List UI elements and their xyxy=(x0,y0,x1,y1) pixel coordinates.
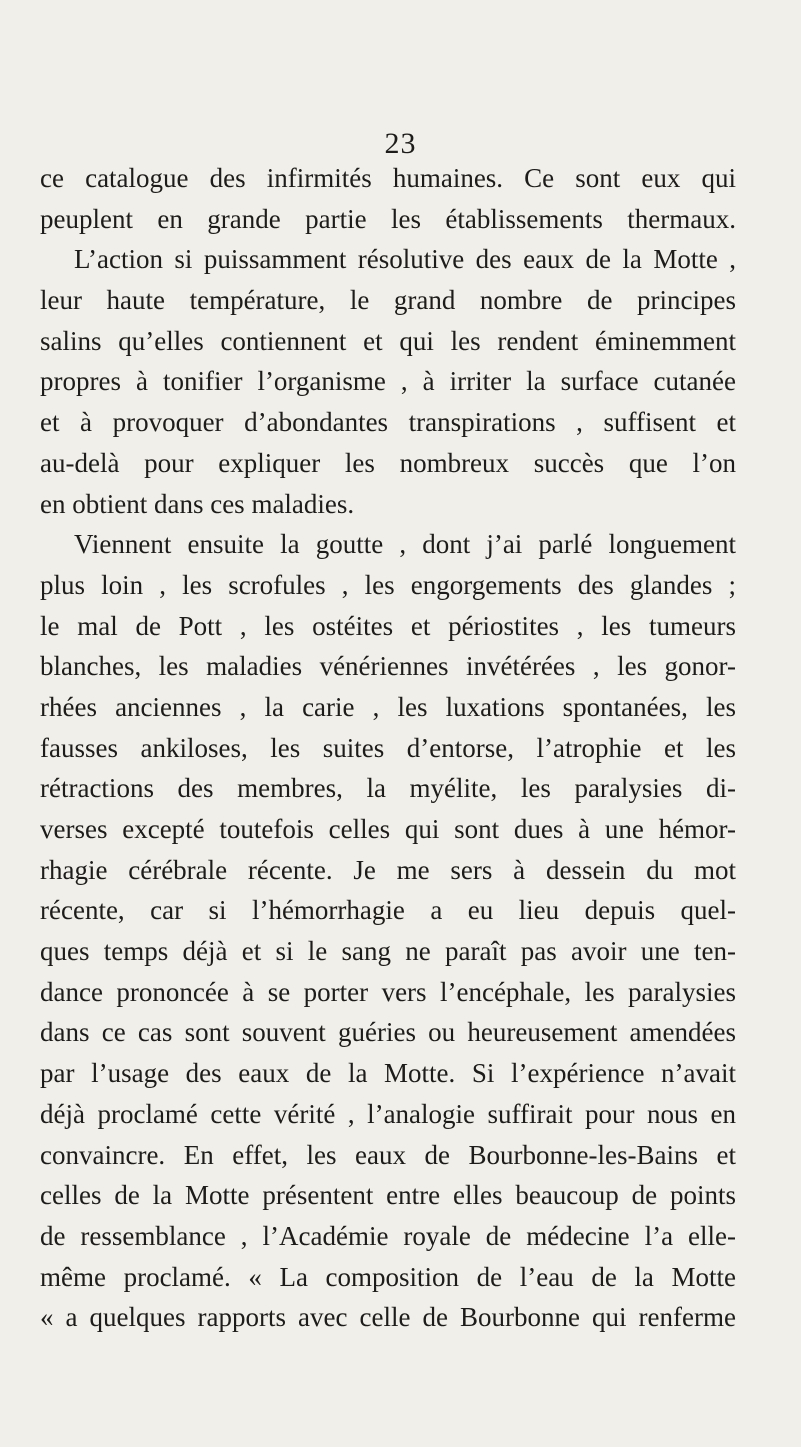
text-line: dance prononcée à se porter vers l’encéphale, les paralysies xyxy=(40,976,736,1007)
text-line: verses excepté toutefois celles qui sont dues à une hémor- xyxy=(40,814,736,844)
text-line: dans ce cas sont souvent guéries ou heureusement amendées xyxy=(40,1017,736,1048)
text-line: blanches, les maladies vénériennes invétérées , les gonor- xyxy=(40,651,736,682)
text-line: rhées anciennes , la carie , les luxations spontanées, les xyxy=(40,691,736,722)
text-line: fausses ankiloses, les suites d’entorse, l’atrophie et les xyxy=(40,732,736,763)
text-line: rhagie cérébrale récente. Je me sers à dessein du mot xyxy=(40,854,736,885)
text-line: « a quelques rapports avec celle de Bourbonne qui renferme xyxy=(40,1302,736,1333)
page-number: 23 xyxy=(384,127,417,160)
text-line: celles de la Motte présentent entre elles beaucoup de points xyxy=(40,1180,736,1211)
text-line: déjà proclamé cette vérité , l’analogie suffirait pour nous en xyxy=(40,1098,736,1129)
text-line: peuplent en grande partie les établissements thermaux. xyxy=(40,203,736,234)
text-line: leur haute température, le grand nombre de principes xyxy=(40,285,736,316)
text-line: de ressemblance , l’Académie royale de médecine l’a elle- xyxy=(40,1220,736,1251)
text-line: par l’usage des eaux de la Motte. Si l’expérience n’avait xyxy=(40,1058,736,1089)
text-line: en obtient dans ces maladies. xyxy=(40,488,355,519)
text-line: même proclamé. « La composition de l’eau de la Motte xyxy=(40,1261,736,1292)
body-text xyxy=(40,158,736,1338)
text-line: propres à tonifier l’organisme , à irriter la surface cutanée xyxy=(40,366,736,397)
text-line: rétractions des membres, la myélite, les paralysies di- xyxy=(40,773,736,804)
text-line: plus loin , les scrofules , les engorgements des glandes ; xyxy=(40,569,736,600)
text-line: récente, car si l’hémorrhagie a eu lieu depuis quel- xyxy=(40,895,736,926)
text-line: au-delà pour expliquer les nombreux succès que l’on xyxy=(40,447,736,478)
text-line: Viennent ensuite la goutte , dont j’ai parlé longuement xyxy=(74,529,736,560)
text-line: salins qu’elles contiennent et qui les rendent éminemment xyxy=(40,325,736,356)
text-line: le mal de Pott , les ostéites et périostites , les tumeurs xyxy=(40,610,736,641)
text-line: et à provoquer d’abondantes transpirations , suffisent et xyxy=(40,407,736,438)
text-line: ques temps déjà et si le sang ne paraît pas avoir une ten- xyxy=(40,936,736,967)
text-line: ce catalogue des infirmités humaines. Ce sont eux qui xyxy=(40,163,736,193)
text-line: L’action si puissamment résolutive des eaux de la Motte , xyxy=(74,244,736,275)
text-line: convaincre. En effet, les eaux de Bourbonne-les-Bains et xyxy=(40,1139,736,1170)
